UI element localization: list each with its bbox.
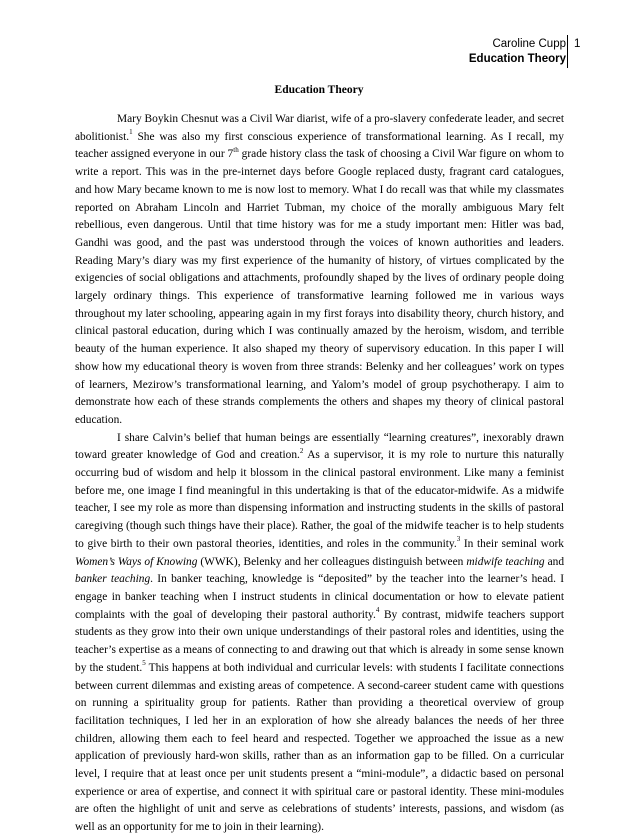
footnote-ref-3: 3: [456, 535, 461, 544]
footnote-ref-1: 1: [129, 127, 133, 136]
page-number: 1: [574, 38, 581, 50]
paragraph-1: Mary Boykin Chesnut was a Civil War diarist, wife of a pro-slavery confederate leader, and secret abolitionist.$^1$ She was also my first conscious experience of transformational learning. As I recall, my teacher assigned everyone in our 7th grade history class the task of choosing a Civil War figure on whom to write a report. This was in the pre-internet days before Google replaced dusty, fragrant card catalogues, and how Mary became known to me is now lost to memory. What I do recall was that while my classmates reported on Abraham Lincoln and Harriet Tubman, my choice of the morally ambiguous Mary felt rebellious, even dangerous. Until that time history was for me a study important men: Hitler was bad, Gandhi was good, and the past was understood through the voices of known authorities and leaders. Reading Mary’s diary was my first experience of the humanity of history, of virtues complicated by the exigencies of social obligations and attachments, profoundly shaped by the lives of ordinary people doing largely ordinary things. This experience of transformative learning followed me in various ways throughout my later schooling, appearing again in my first forays into disability theory, church history, and clinical pastoral education, during which I was continually amazed by the heroism, wisdom, and terrible beauty of the human experience. It also shaped my theory of supervisory education. In this paper I will show how my educational theory is woven from three strands: Belenky and her colleagues’ work on types of learners, Mezirow’s transformational learning, and Yalom’s model of group psychotherapy. I aim to demonstrate how each of these strands complements the others and shapes my theory of clinical pastoral education.: [75, 113, 565, 426]
term-banker-teaching: banker teaching: [75, 573, 151, 586]
footnote-ref-2: 2: [299, 446, 304, 455]
header-author: Caroline Cupp: [492, 38, 566, 50]
book-title: Women’s Ways of Knowing: [75, 555, 198, 568]
document-body: [75, 111, 564, 837]
running-header: [469, 37, 566, 67]
term-midwife-teaching: midwife teaching: [466, 555, 545, 568]
ordinal-suffix: th: [233, 145, 239, 154]
document-title: Education Theory: [274, 84, 364, 96]
footnote-ref-4: 4: [375, 605, 380, 614]
header-divider: [567, 35, 568, 68]
paragraph-2: I share Calvin’s belief that human beings are essentially “learning creatures”, inexorably drawn toward greater knowledge of God and creation.$^2$ As a supervisor, it is my role to nurture this naturally occurring bud of wisdom and help it blossom in the clinical pastoral environment. Like many a feminist before me, one image I find meaningful in this undertaking is that of the educator-midwife. As a midwife teacher, I see my role as more than dispensing information and instructing students in the skills of pastoral caregiving (though such things have their place). Rather, the goal of the midwife teacher is to help students to give birth to their own pastoral theories, identities, and roles in the community.$^3$ In their seminal work Women’s Ways of Knowing (WWK), Belenky and her colleagues distinguish between midwife teaching and banker teaching. In banker teaching, knowledge is “deposited” by the teacher into the learner’s head. I engage in banker teaching when I instruct students in clinical documentation or how to elevate patient complaints with the goal of developing their pastoral authority.$^4$ By contrast, midwife teachers support students as they grow into their own unique understandings of their pastoral roles and identities, using the teacher’s expertise as a means of connecting to and drawing out that which is already in some sense known by the student.$^5$ This happens at both individual and curricular levels: with students I facilitate connections between current dilemmas and existing areas of competence. A second-career student came with questions on running a spirituality group for patients. Rather than providing a theoretical overview of group facilitation techniques, I led her in an exploration of how she already balances the needs of her three children, allowing them each to feel heard and respected. Together we approached the issue as a new application of previously hard-won skills, rather than as an information gap to be filled. On a curricular level, I require that at least once per unit students present a “mini-module”, a didactic based on personal experience or area of expertise, and connect it with spiritual care or pastoral identity. These mini-modules are often the highlight of unit and serve as celebrations of students’ interests, passions, and wisdom (as well as an opportunity for me to join in their learning).: [75, 431, 565, 834]
header-title: Education Theory: [468, 53, 566, 65]
footnote-ref-5: 5: [142, 659, 146, 667]
